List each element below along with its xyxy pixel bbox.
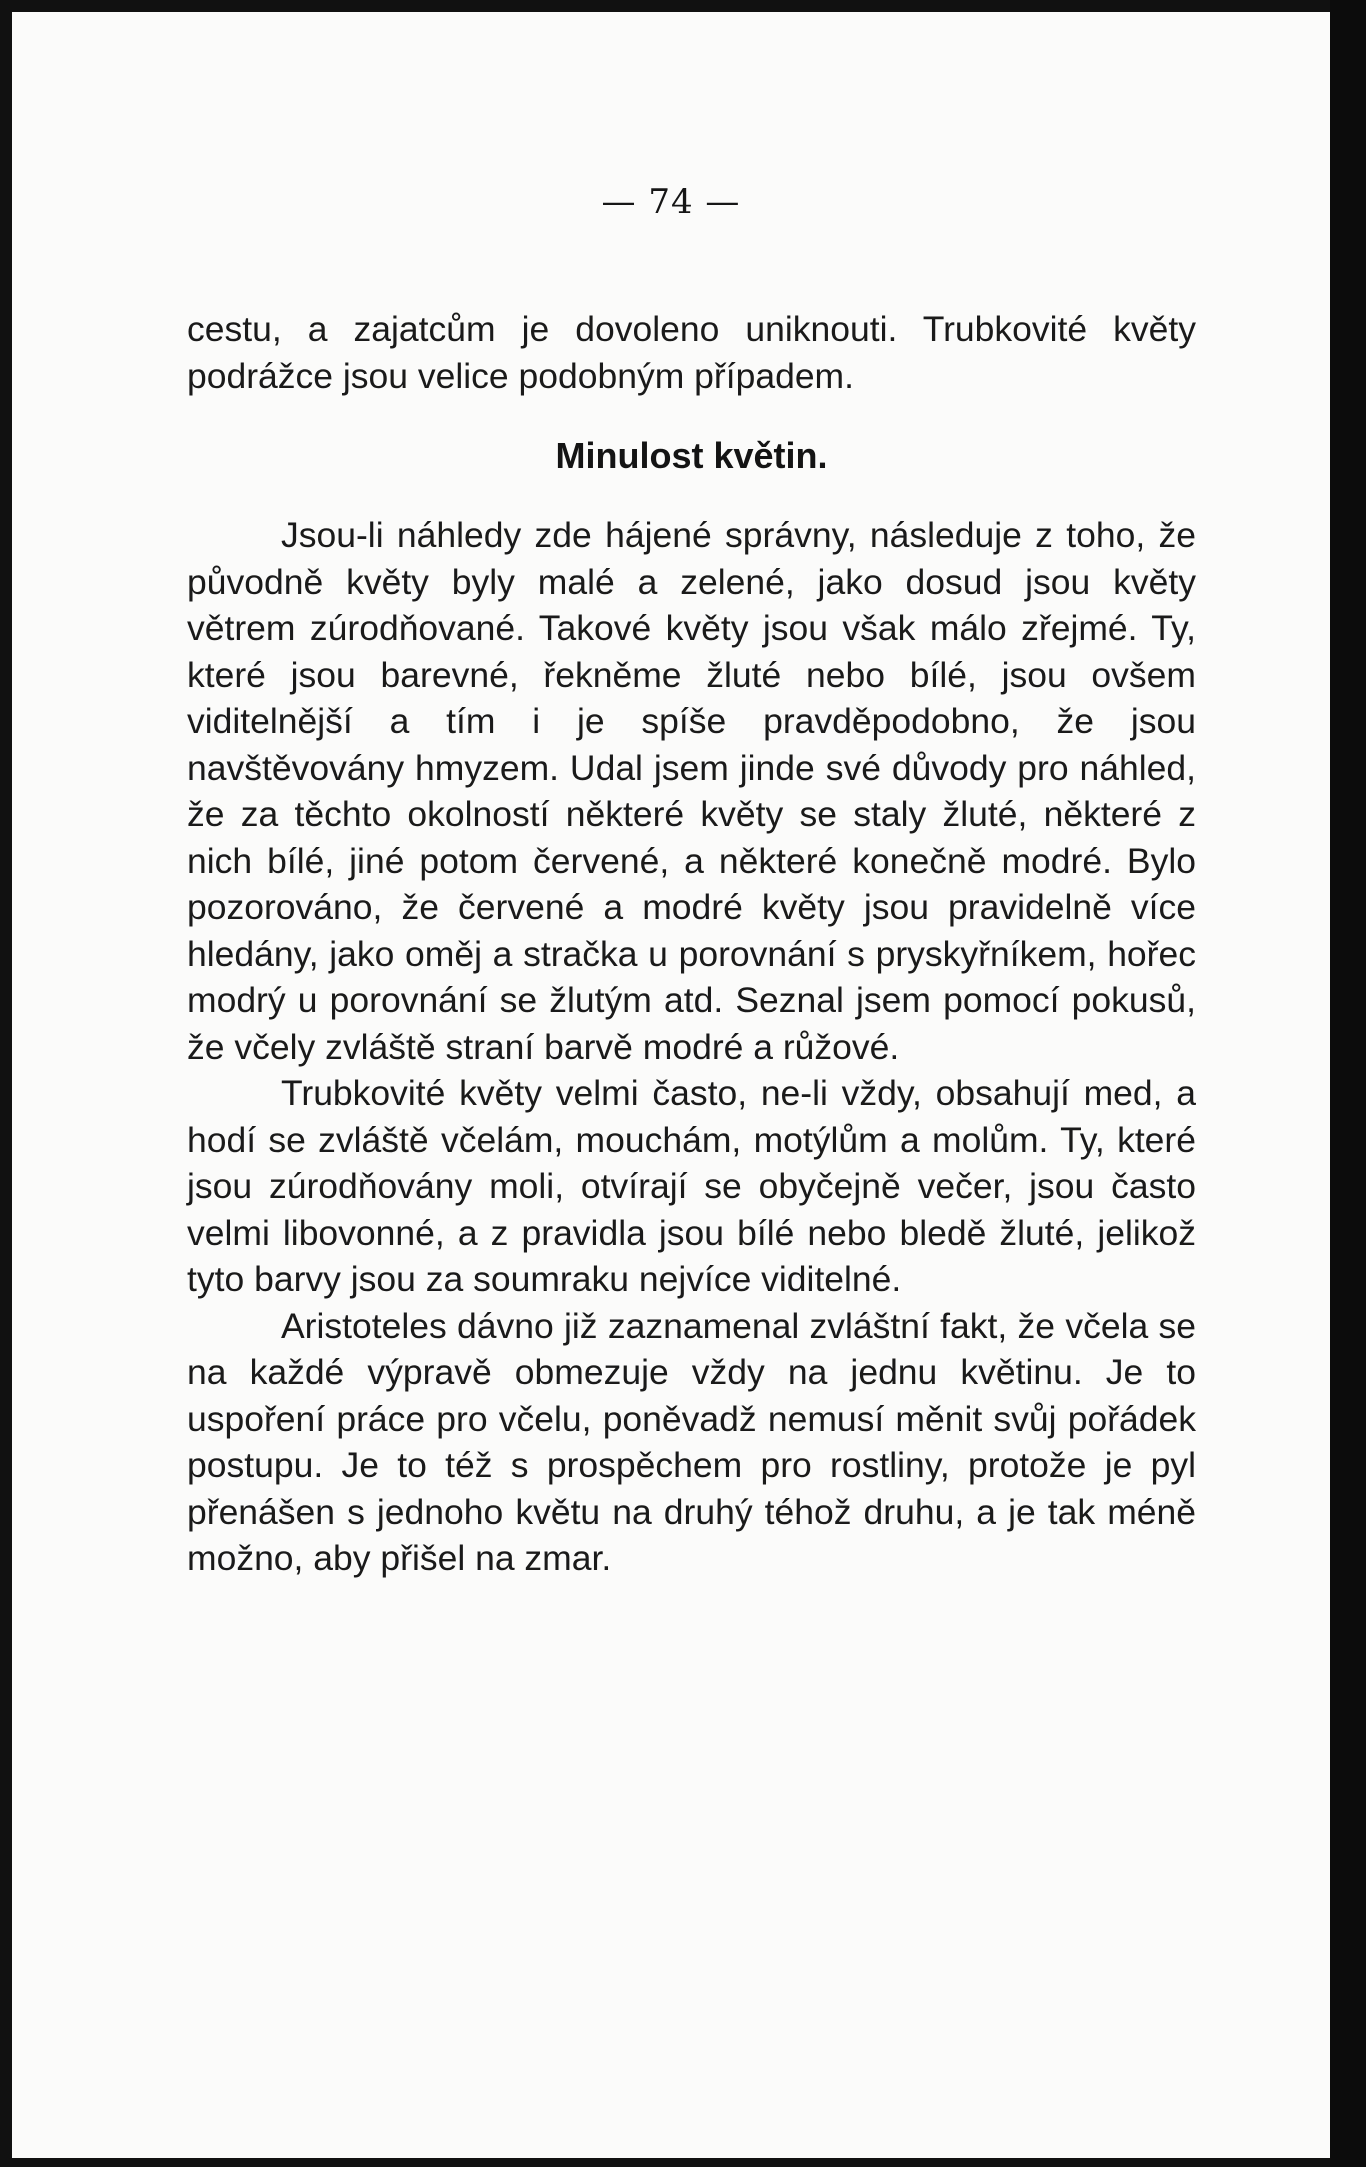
paragraph-tubular-flowers: Trubkovité květy velmi často, ne-li vždy, obsahují med, a hodí se zvláště včelám, mouchám, motýlům a molům. Ty, které jsou zúrodňovány moli, otvírají se obyčejně večer, jsou často velmi libovonné, a z pravidla jsou bílé nebo bledě žluté, jelikož tyto barvy jsou za soumraku nejvíce viditelné. [187, 1073, 1196, 1299]
page-number: — 74 — [601, 182, 741, 222]
book-page [12, 12, 1330, 2158]
body-text [187, 306, 1196, 1582]
section-heading: Minulost květin. [555, 435, 828, 476]
paragraph-flower-colors: Jsou-li náhledy zde hájené správny, následuje z toho, že původně květy byly malé a zelené, jako dosud jsou květy větrem zúrodňované. Takové květy jsou však málo zřejmé. Ty, které jsou barevné, řekněme žluté nebo bílé, jsou ovšem viditelnější a tím i je spíše pravděpodobno, že jsou navštěvovány hmyzem. Udal jsem jinde své důvody pro náhled, že za těchto okolností některé květy se staly žluté, některé z nich bílé, jiné potom červené, a některé konečně modré. Bylo pozorováno, že červené a modré květy jsou pravidelně více hledány, jako oměj a stračka u porovnání s pryskyřníkem, hořec modrý u porovnání se žlutým atd. Seznal jsem pomocí pokusů, že včely zvláště straní barvě modré a růžové. [187, 515, 1196, 1067]
scan-edge-shadow [1330, 0, 1366, 2167]
paragraph-aristotle: Aristoteles dávno již zaznamenal zvláštní fakt, že včela se na každé výpravě obmezuje vždy na jednu květinu. Je to uspoření práce pro včelu, poněvadž nemusí měnit svůj pořádek postupu. Je to též s prospěchem pro rostliny, protože je pyl přenášen s jednoho květu na druhý téhož druhu, a je tak méně možno, aby přišel na zmar. [187, 1305, 1196, 1578]
opening-paragraph: cestu, a zajatcům je dovoleno uniknouti. Trubkovité květy podrážce jsou velice podobným případem. [187, 309, 1196, 396]
